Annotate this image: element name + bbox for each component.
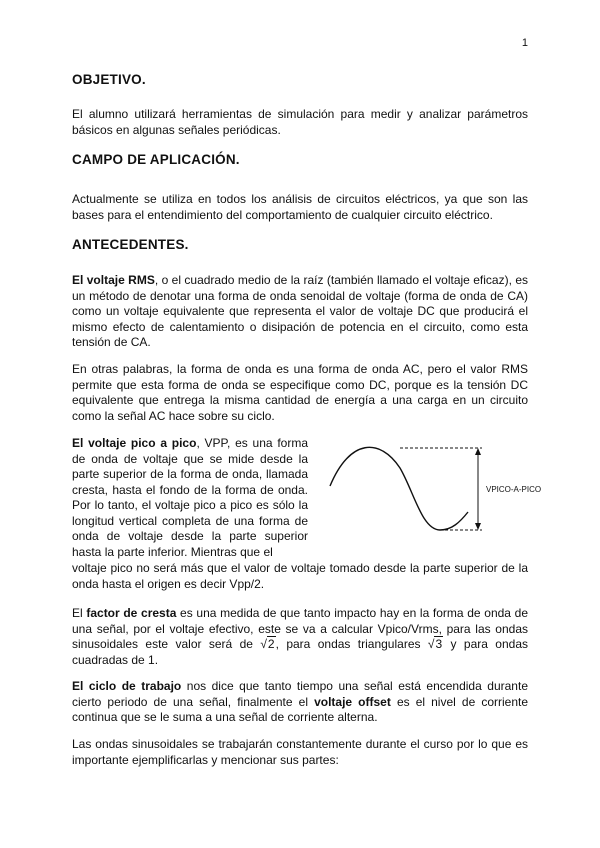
ciclo-text-1: nos dice que tanto tiempo una señal está encendida durante cierto periodo de una señal, finalmente el xyxy=(72,679,528,709)
ondas-paragraph: Las ondas sinusoidales se trabajarán constantemente durante el curso por lo que es importante ejemplificarlas y mencionar sus partes: xyxy=(72,737,528,767)
sine-wave-curve xyxy=(330,447,468,530)
sqrt2-value: 2 xyxy=(267,637,275,651)
page-number: 1 xyxy=(521,37,528,49)
sine-wave-figure xyxy=(322,440,552,540)
vpp-text-narrow: , VPP, es una forma de onda de voltaje que se mide desde la parte superior de la forma de onda, llamada cresta, hasta el fondo de la forma de onda. Por lo tanto, el voltaje pico a pico es sólo la longitud vertical completa de una forma de onda de voltaje desde la parte superior hasta la parte inferior. Mientras que el xyxy=(72,436,309,559)
sqrt3-symbol: √3 xyxy=(427,637,443,651)
ciclo-text-2: es el nivel de corriente continua que se le suma a una señal de corriente alterna. xyxy=(72,694,529,724)
cresta-text-1: es una medida de que tanto impacto hay en la forma de onda de una señal, por el voltaje efectivo, este se va a calcular Vpico/Vrms, para las ondas sinusoidales este valor será de xyxy=(72,606,528,651)
cresta-paragraph xyxy=(72,606,528,668)
vpp-paragraph-continued: voltaje pico no será más que el valor de voltaje tomado desde la parte superior de la onda hasta el origen es decir Vpp/2. xyxy=(72,561,528,591)
vpp-label: VPICO-A-PICO xyxy=(486,485,542,494)
objetivo-text: El alumno utilizará herramientas de simulación para medir y analizar parámetros básicos en algunas señales periódicas. xyxy=(72,107,528,137)
ciclo-term: El ciclo de trabajo xyxy=(72,679,182,693)
heading-antecedentes: ANTECEDENTES. xyxy=(72,237,189,252)
cresta-term: factor de cresta xyxy=(86,606,177,620)
rms-term: El voltaje RMS xyxy=(72,273,155,287)
rms-paragraph xyxy=(72,273,528,351)
offset-term: voltaje offset xyxy=(314,694,391,709)
vpp-paragraph xyxy=(72,436,308,560)
ciclo-paragraph xyxy=(72,679,528,726)
sqrt3-value: 3 xyxy=(435,637,443,651)
heading-campo-aplicacion: CAMPO DE APLICACIÓN. xyxy=(72,152,240,167)
cresta-pre: El xyxy=(72,606,87,620)
rms-text: , o el cuadrado medio de la raíz (también llamado el voltaje eficaz), es un método de denotar una forma de onda senoidal de voltaje (forma de onda de CA) como un voltaje equivalente que representa el valor de voltaje DC que producirá el mismo efecto de calentamiento o disipación de potencia en el circuito, como esta tensión de CA. xyxy=(72,273,528,349)
vpp-arrow-head-top xyxy=(475,448,481,455)
cresta-text-3: y para ondas cuadradas de 1. xyxy=(72,637,529,667)
vpp-arrow-head-bottom xyxy=(475,523,481,530)
cresta-text-2: , para ondas triangulares xyxy=(275,637,428,651)
sqrt2-symbol: √2 xyxy=(260,637,275,651)
heading-objetivo: OBJETIVO. xyxy=(72,72,146,87)
otras-paragraph: En otras palabras, la forma de onda es una forma de onda AC, pero el valor RMS permite que esta forma de onda se especifique como DC, porque es la tensión DC equivalente que entrega la misma cantidad de energía a una carga en un circuito como la señal AC hace sobre su ciclo. xyxy=(72,362,528,423)
vpp-term: El voltaje pico a pico xyxy=(72,436,197,450)
campo-text: Actualmente se utiliza en todos los análisis de circuitos eléctricos, ya que son las bases para el entendimiento del comportamiento de cualquier circuito eléctrico. xyxy=(72,192,528,222)
